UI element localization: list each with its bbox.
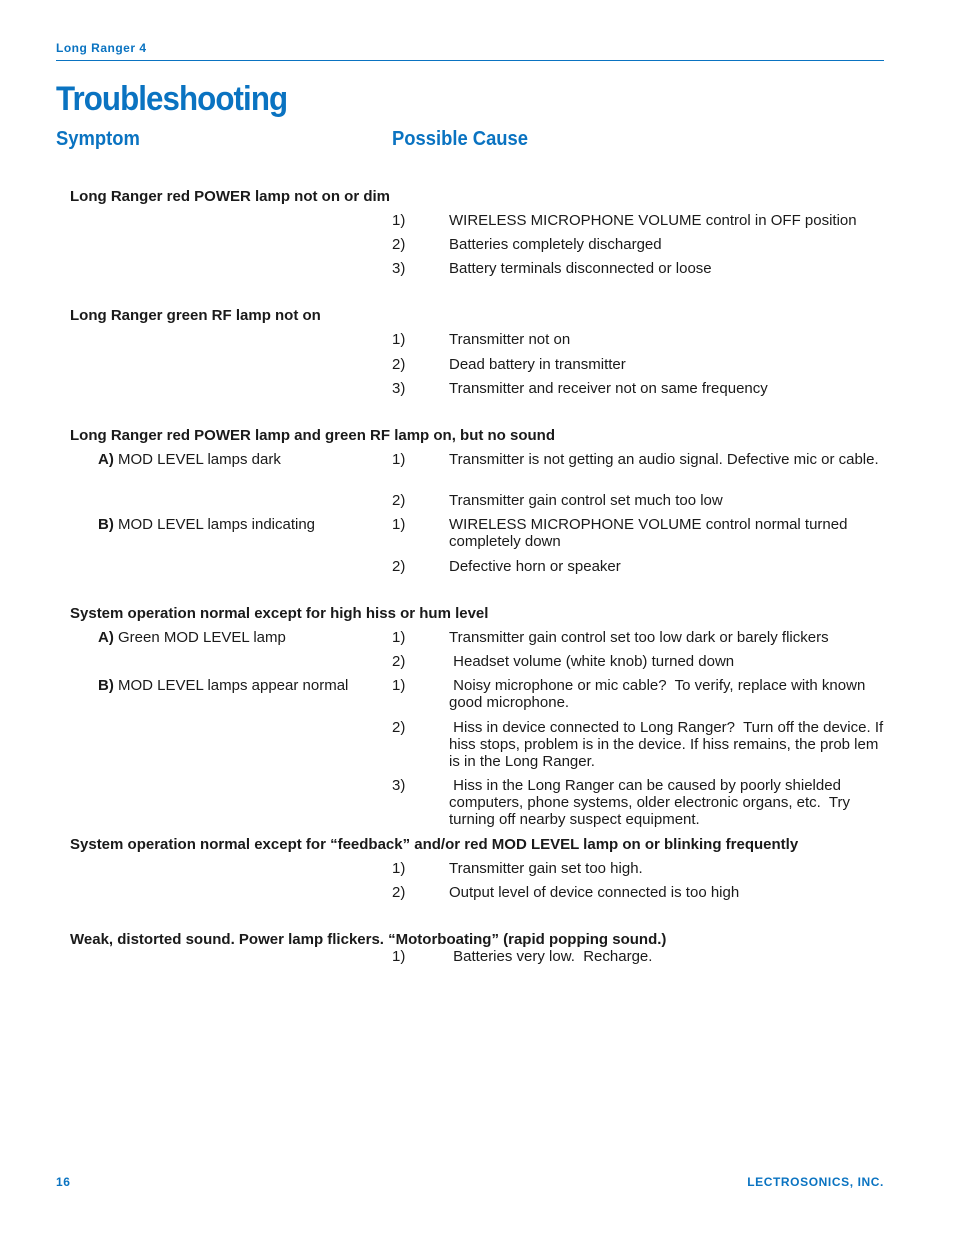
symptom-heading: Weak, distorted sound. Power lamp flickers. “Motorboating” (rapid popping sound.) xyxy=(70,931,667,948)
cause-number: 1) xyxy=(392,516,406,533)
sub-symptom-letter: A) xyxy=(98,629,114,646)
sub-symptom-label: MOD LEVEL lamps appear normal xyxy=(113,677,349,694)
symptom-heading: Long Ranger red POWER lamp and green RF lamp on, but no sound xyxy=(70,427,556,444)
cause-text: Battery terminals disconnected or loose xyxy=(449,260,712,277)
sub-symptom-label: Green MOD LEVEL lamp xyxy=(113,629,286,646)
sub-symptom-letter: A) xyxy=(98,451,114,468)
sub-symptom xyxy=(98,451,281,469)
symptom-heading: Long Ranger red POWER lamp not on or dim xyxy=(70,188,391,205)
page-number: 16 xyxy=(56,1175,71,1189)
cause-number: 1) xyxy=(392,629,406,646)
cause-number: 3) xyxy=(392,777,406,794)
symptom-heading: Long Ranger green RF lamp not on xyxy=(70,307,321,324)
running-header-product: Long Ranger 4 xyxy=(56,41,147,55)
cause-text: Transmitter gain control set too low dark or barely flickers xyxy=(449,629,829,646)
page-title: Troubleshooting xyxy=(56,80,288,118)
cause-number: 1) xyxy=(392,677,406,694)
cause-text: WIRELESS MICROPHONE VOLUME control in OFF position xyxy=(449,212,857,229)
symptom-heading: System operation normal except for “feedback” and/or red MOD LEVEL lamp on or blinking frequently xyxy=(70,836,799,853)
cause-text: Batteries completely discharged xyxy=(449,236,662,253)
sub-symptom xyxy=(98,677,348,695)
cause-text: Output level of device connected is too high xyxy=(449,884,740,901)
column-heading-cause: Possible Cause xyxy=(392,128,529,150)
cause-number: 1) xyxy=(392,860,406,877)
sub-symptom-label: MOD LEVEL lamps indicating xyxy=(113,516,316,533)
cause-number: 2) xyxy=(392,236,406,253)
company-name: LECTROSONICS, INC. xyxy=(747,1175,884,1189)
header-divider xyxy=(56,60,884,61)
cause-text: Dead battery in transmitter xyxy=(449,356,626,373)
cause-number: 2) xyxy=(392,356,406,373)
cause-number: 1) xyxy=(392,212,406,229)
cause-number: 2) xyxy=(392,558,406,575)
cause-text: Hiss in the Long Ranger can be caused by poorly shielded computers, phone systems, older electronic organs, etc. Try turning off nearby suspect equipment. xyxy=(449,777,855,828)
cause-number: 3) xyxy=(392,260,406,277)
cause-text: Batteries very low. Recharge. xyxy=(449,948,653,965)
cause-number: 1) xyxy=(392,948,406,965)
column-heading-symptom: Symptom xyxy=(56,128,140,150)
symptom-heading: System operation normal except for high hiss or hum level xyxy=(70,605,489,622)
sub-symptom-label: MOD LEVEL lamps dark xyxy=(113,451,281,468)
cause-number: 3) xyxy=(392,380,406,397)
cause-text: Transmitter gain control set much too low xyxy=(449,492,723,509)
cause-text: Defective horn or speaker xyxy=(449,558,621,575)
cause-text: Transmitter gain set too high. xyxy=(449,860,643,877)
cause-text: Transmitter is not getting an audio signal. Defective mic or cable. xyxy=(449,451,879,468)
sub-symptom xyxy=(98,629,286,647)
cause-number: 1) xyxy=(392,451,406,468)
cause-number: 2) xyxy=(392,653,406,670)
sub-symptom xyxy=(98,516,315,534)
sub-symptom-letter: B) xyxy=(98,516,114,533)
cause-text: WIRELESS MICROPHONE VOLUME control normal turned completely down xyxy=(449,516,848,550)
cause-text: Transmitter and receiver not on same frequency xyxy=(449,380,768,397)
sub-symptom-letter: B) xyxy=(98,677,114,694)
cause-text: Hiss in device connected to Long Ranger? Turn off the device. If hiss stops, problem is in the device. If hiss remains, the prob lem is in the Long Ranger. xyxy=(449,719,888,770)
cause-number: 2) xyxy=(392,719,406,736)
cause-number: 2) xyxy=(392,492,406,509)
cause-text: Noisy microphone or mic cable? To verify, replace with known good microphone. xyxy=(449,677,870,711)
cause-text: Transmitter not on xyxy=(449,331,571,348)
cause-number: 1) xyxy=(392,331,406,348)
cause-number: 2) xyxy=(392,884,406,901)
cause-text: Headset volume (white knob) turned down xyxy=(449,653,735,670)
